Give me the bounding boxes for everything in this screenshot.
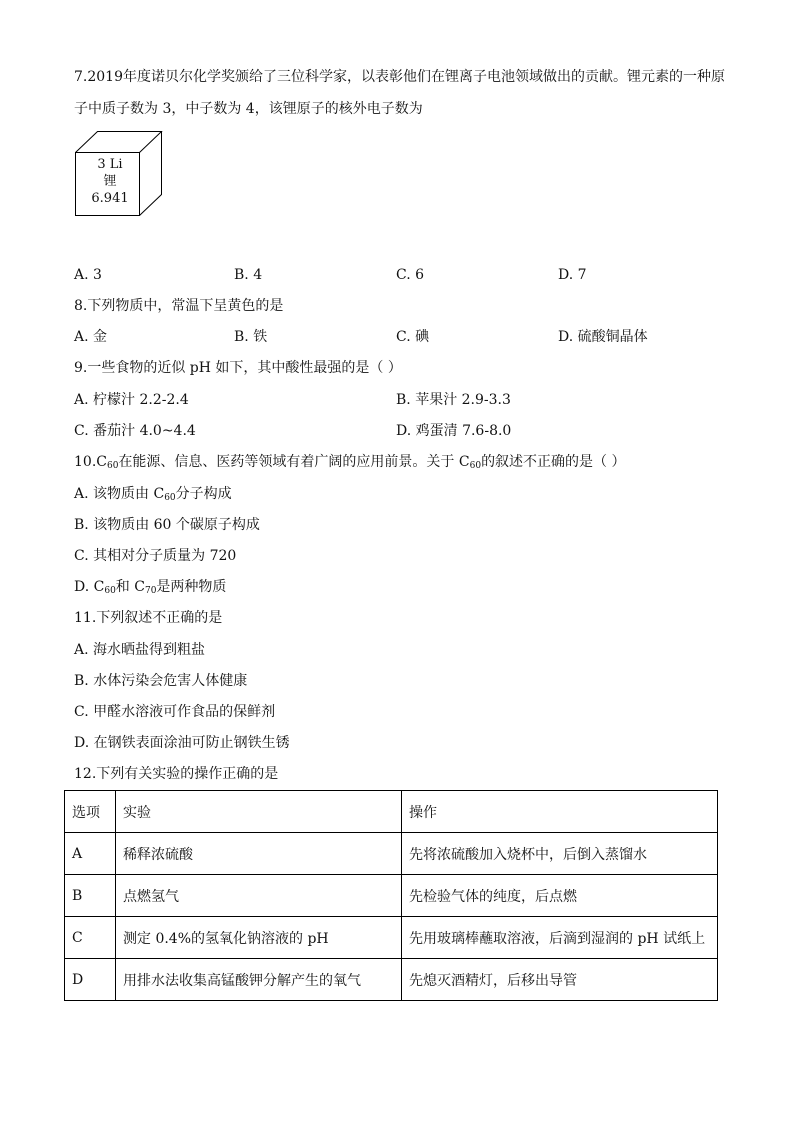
q7-stem-line1: 7.2019年度诺贝尔化学奖颁给了三位科学家，以表彰他们在锂离子电池领域做出的贡献。锂元素的一种原 xyxy=(74,69,725,85)
q10-option-d-part3: 是两种物质 xyxy=(156,579,227,595)
element-number-symbol: 3 Li xyxy=(97,157,123,172)
element-mass: 6.941 xyxy=(91,191,129,206)
lithium-element-cube xyxy=(74,130,170,222)
row-experiment: 点燃氢气 xyxy=(116,875,402,917)
row-operation: 先检验气体的纯度，后点燃 xyxy=(402,875,718,917)
q10-option-d-sub2: 70 xyxy=(144,586,157,596)
row-option: D xyxy=(65,959,116,1001)
q10-option-a-sub: 60 xyxy=(164,493,176,503)
row-operation: 先用玻璃棒蘸取溶液，后滴到湿润的 pH 试纸上 xyxy=(402,917,718,959)
q11-option-c: C. 甲醛水溶液可作食品的保鲜剂 xyxy=(74,704,276,720)
q7-stem-line2: 子中质子数为 3，中子数为 4，该锂原子的核外电子数为 xyxy=(74,101,423,117)
q10-stem-sub1: 60 xyxy=(106,461,119,471)
q9-option-c: C. 番茄汁 4.0~4.4 xyxy=(74,423,196,439)
q10-stem-sub2: 60 xyxy=(469,461,482,471)
q11-stem: 11.下列叙述不正确的是 xyxy=(74,610,223,626)
experiment-table xyxy=(64,790,718,1001)
q11-option-d: D. 在钢铁表面涂油可防止钢铁生锈 xyxy=(74,735,290,751)
q8-option-d: D. 硫酸铜晶体 xyxy=(558,329,648,345)
q11-option-b: B. 水体污染会危害人体健康 xyxy=(74,673,248,689)
q10-stem xyxy=(74,453,626,471)
q10-option-a-part1: A. 该物质由 C xyxy=(74,486,165,502)
q7-option-d: D. 7 xyxy=(558,267,587,283)
q8-option-c: C. 碘 xyxy=(396,329,430,345)
table-header-row xyxy=(65,791,718,833)
q9-option-d: D. 鸡蛋清 7.6-8.0 xyxy=(396,423,512,439)
q10-stem-part3: 的叙述不正确的是（ ） xyxy=(481,454,626,470)
q10-stem-part1: 10.C xyxy=(74,454,107,470)
table-row xyxy=(65,833,718,875)
q10-option-d-part1: D. C xyxy=(74,579,105,595)
q10-stem-part2: 在能源、信息、医药等领域有着广阔的应用前景。关于 C xyxy=(118,454,470,470)
table-row xyxy=(65,917,718,959)
q10-option-b: B. 该物质由 60 个碳原子构成 xyxy=(74,517,260,533)
q7-option-a: A. 3 xyxy=(74,267,102,283)
q10-option-d-part2: 和 C xyxy=(115,579,145,595)
header-experiment: 实验 xyxy=(116,791,402,833)
row-option: C xyxy=(65,917,116,959)
element-name: 锂 xyxy=(103,174,117,189)
q10-option-c: C. 其相对分子质量为 720 xyxy=(74,548,237,564)
row-experiment: 用排水法收集高锰酸钾分解产生的氧气 xyxy=(116,959,402,1001)
row-experiment: 测定 0.4%的氢氧化钠溶液的 pH xyxy=(116,917,402,959)
table-row xyxy=(65,959,718,1001)
element-info xyxy=(76,156,144,207)
row-operation: 先熄灭酒精灯，后移出导管 xyxy=(402,959,718,1001)
header-option: 选项 xyxy=(65,791,116,833)
row-option: B xyxy=(65,875,116,917)
q9-option-b: B. 苹果汁 2.9-3.3 xyxy=(396,392,511,408)
q8-option-a: A. 金 xyxy=(74,329,108,345)
row-experiment: 稀释浓硫酸 xyxy=(116,833,402,875)
q12-stem: 12.下列有关实验的操作正确的是 xyxy=(74,766,279,782)
q7-option-c: C. 6 xyxy=(396,267,425,283)
q11-option-a: A. 海水晒盐得到粗盐 xyxy=(74,642,206,658)
header-operation: 操作 xyxy=(402,791,718,833)
row-operation: 先将浓硫酸加入烧杯中，后倒入蒸馏水 xyxy=(402,833,718,875)
table-row xyxy=(65,875,718,917)
q10-option-a-part2: 分子构成 xyxy=(175,486,232,502)
q9-option-a: A. 柠檬汁 2.2-2.4 xyxy=(74,392,189,408)
q8-option-b: B. 铁 xyxy=(234,329,268,345)
row-option: A xyxy=(65,833,116,875)
q8-stem: 8.下列物质中，常温下呈黄色的是 xyxy=(74,298,284,314)
q10-option-a xyxy=(74,485,232,503)
q10-option-d xyxy=(74,578,226,596)
q7-option-b: B. 4 xyxy=(234,267,263,283)
q9-stem: 9.一些食物的近似 pH 如下，其中酸性最强的是（ ） xyxy=(74,360,402,376)
q10-option-d-sub1: 60 xyxy=(104,586,116,596)
